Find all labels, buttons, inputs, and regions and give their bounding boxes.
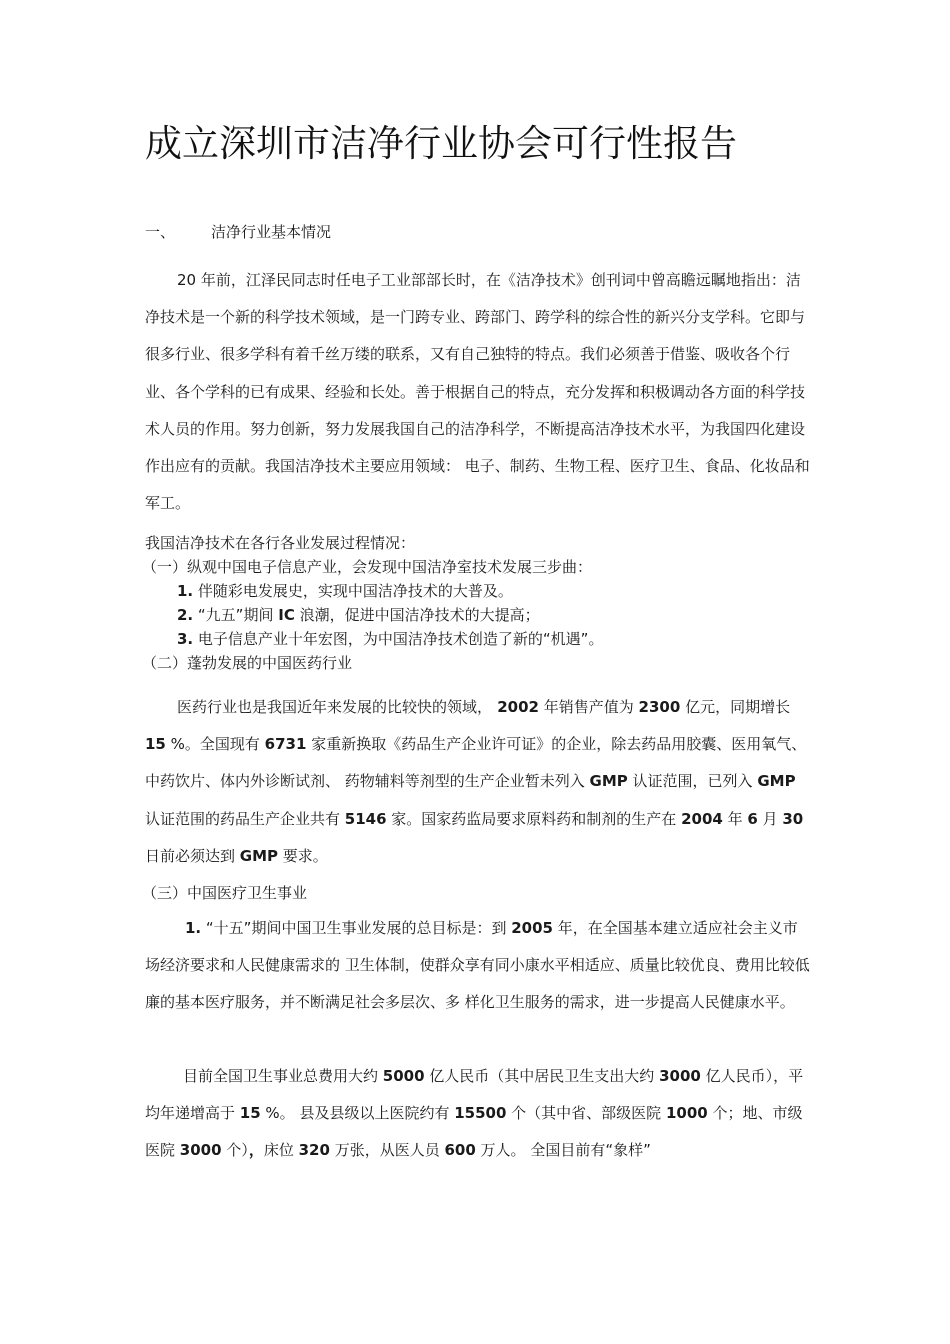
list-item: 1. 伴随彩电发展史，实现中国洁净技术的大普及。 — [177, 582, 513, 600]
health-goal-paragraph: 1. “十五”期间中国卫生事业发展的总目标是：到 2005 年，在全国基本建立适应社会主义市场经济要求和人民健康需求的 卫生体制，使群众享有同小康水平相适应、质量比较优良、费用比较低廉的基本医疗服务，并不断满足社会多层次、多 样化卫生服务的需求，进一步提高人民健康水平。 — [145, 919, 810, 1012]
pharma-paragraph: 医药行业也是我国近年来发展的比较快的领域， 2002 年销售产值为 2300 亿元，同期增长 15 %。全国现有 6731 家重新换取《药品生产企业许可证》的企业，除去药品用胶囊、医用氧气、中药饮片、体内外诊断试剂、 药物辅料等剂型的生产企业暂未列入 GMP 认证范围，已列入 GMP 认证范围的药品生产企业共有 5146 家。国家药监局要求原料药和制剂的生产在 2004 年 6 月 30 日前必须达到 GMP 要求。 — [145, 698, 807, 865]
sub1-heading: （一）纵观中国电子信息产业，会发现中国洁净室技术发展三步曲： — [142, 558, 593, 576]
sub2-heading: （二）蓬勃发展的中国医药行业 — [142, 654, 353, 672]
intro-paragraph: 20 年前，江泽民同志时任电子工业部部长时，在《洁净技术》创刊词中曾高瞻远瞩地指出：洁净技术是一个新的科学技术领域，是一门跨专业、跨部门、跨学科的综合性的新兴分支学科。它即与很多行业、很多学科有着千丝万缕的联系，又有自己独特的特点。我们必须善于借鉴、吸收各个行业、各个学科的已有成果、经验和长处。善于根据自己的特点，充分发挥和积极调动各方面的科学技术人员的作用。努力创新，努力发展我国自己的洁净科学，不断提高洁净技术水平，为我国四化建设作出应有的贡献。我国洁净技术主要应用领域： 电子、制药、生物工程、医疗卫生、食品、化妆品和军工。 — [145, 271, 810, 513]
overview-block — [142, 531, 810, 675]
sub3-heading: （三）中国医疗卫生事业 — [142, 884, 308, 902]
sub3-block — [142, 881, 810, 905]
intro-block — [145, 262, 810, 522]
health-stats-paragraph: 目前全国卫生事业总费用大约 5000 亿人民币（其中居民卫生支出大约 3000 亿人民币），平均年递增高于 15 %。 县及县级以上医院约有 15500 个（其中省、部级医院 1000 个；地、市级医院 3000 个），床位 320 万张，从医人员 600 万人。 全国目前有“象样” — [145, 1067, 804, 1160]
section-title: 洁净行业基本情况 — [211, 223, 332, 241]
overview-line: 我国洁净技术在各行各业发展过程情况： — [145, 534, 416, 552]
list-item: 2. “九五”期间 IC 浪潮，促进中国洁净技术的大提高； — [177, 606, 540, 624]
section-number: 一、 — [145, 223, 176, 241]
health-goal-block — [145, 910, 810, 1022]
list-item: 3. 电子信息产业十年宏图，为中国洁净技术创造了新的“机遇”。 — [177, 630, 604, 648]
sub1-list — [145, 579, 810, 651]
section-heading — [145, 220, 331, 244]
pharma-block — [145, 689, 810, 875]
health-stats-block — [145, 1058, 810, 1170]
document-title: 成立深圳市洁净行业协会可行性报告 — [145, 122, 737, 165]
